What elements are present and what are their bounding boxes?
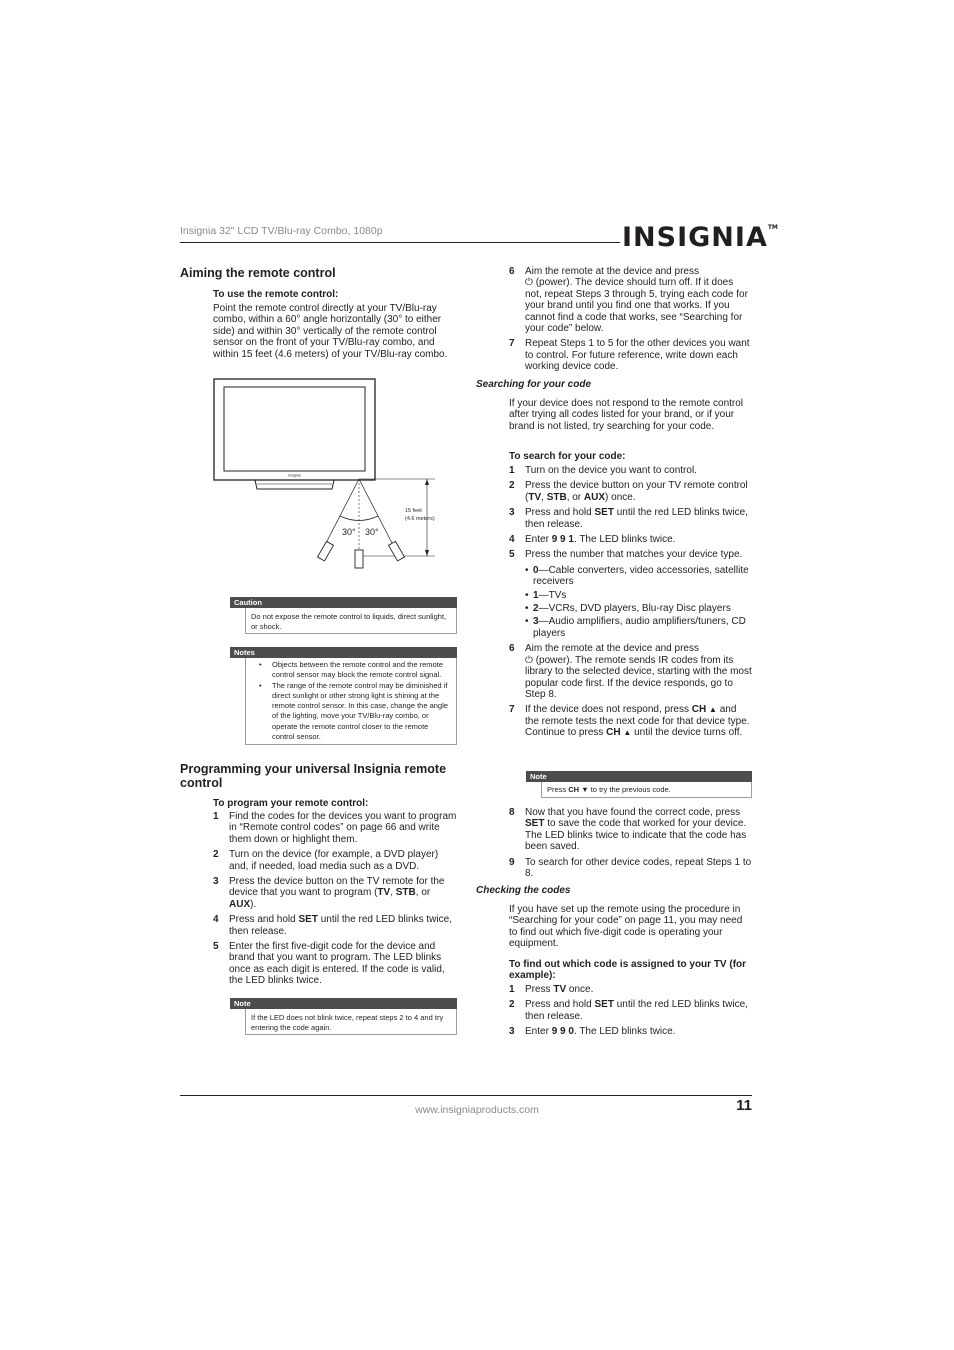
check-step-3: 3 Enter 9 9 0. The LED blinks twice. [509,1026,676,1038]
note-title: Note [230,998,457,1009]
device-type-item: • 2—VCRs, DVD players, Blu-ray Disc players [525,603,753,614]
tv-bezel [214,379,375,480]
heading-checking: Checking the codes [476,885,571,896]
program-step-5: 5 Enter the first five-digit code for the device and brand that you want to program. The LED blinks once as each digit is entered. If the code is valid, the LED blinks twice. [213,941,445,987]
aiming-paragraph: Point the remote control directly at your TV/Blu-ray combo, within a 60° angle horizontally (30° to either side) and within 30° vertically of the remote control sensor on the front of your TV/Blu-ray combo, and within 15 feet (4.6 meters) of your TV/Blu-ray combo. [213,303,448,360]
search-step-8: 8 Now that you have found the correct code, press SET to save the code that worked for your device. The LED blinks twice to indicate that the code has been saved. [509,807,747,853]
search-step-1: 1 Turn on the device you want to control. [509,465,697,476]
header-rule [180,242,620,243]
note-text: Press CH ▼ to try the previous code. [541,782,752,798]
notes-box [230,647,457,745]
remote-icon-center [355,550,363,568]
device-type-item: • 1—TVs [525,590,753,601]
power-icon: ⏻ [525,654,533,666]
program-step-4: 4 Press and hold SET until the red LED blinks twice, then release. [213,914,452,937]
triangle-up-icon: ▲ [623,728,632,738]
caution-box [230,597,457,634]
heading-searching: Searching for your code [476,379,592,390]
search-steps-final [509,807,753,879]
tv-logo: insignia [288,473,301,478]
device-type-item: • 3—Audio amplifiers, audio amplifiers/tuners, CD players [525,616,753,639]
note-box-ch-down [526,771,752,798]
tv-stand [255,480,334,489]
searching-intro: If your device does not respond to the remote control after trying all codes listed for your brand, or if your brand is not listed, try searching for your code. [509,398,744,432]
power-icon: ⏻ [525,277,533,289]
note-item: • Objects between the remote control and the remote control sensor may block the remote control signal. [250,660,451,681]
search-step-4: 4 Enter 9 9 1. The LED blinks twice. [509,534,676,546]
remote-icon-left [318,541,334,561]
caution-title: Caution [230,597,457,608]
program-steps-continued [509,266,751,373]
check-step-1: 1 Press TV once. [509,984,594,995]
subheading-find-code: To find out which code is assigned to your TV (for example): [509,959,747,981]
distance-label: 15 feet [405,508,422,514]
section-heading-programming: Programming your universal Insignia remote control [180,762,447,790]
check-step-2: 2 Press and hold SET until the red LED blinks twice, then release. [509,999,748,1022]
angle-left-label: 30° [342,527,356,537]
device-type-list [525,565,753,639]
page-number: 11 [736,1097,752,1114]
search-step-7: 7 If the device does not respond, press CH ▲ and the remote tests the next code for that device type. Continue to press CH ▲ until the device turns off. [509,704,750,739]
caution-text: Do not expose the remote control to liquids, direct sunlight, or shock. [245,608,457,634]
checking-steps [509,984,753,1038]
triangle-up-icon: ▲ [709,705,717,715]
program-step-1: 1 Find the codes for the devices you want to program in “Remote control codes” on page 66 and write them down or highlight them. [213,811,457,845]
search-step-3: 3 Press and hold SET until the red LED blinks twice, then release. [509,507,748,530]
search-step-2: 2 Press the device button on your TV remote control (TV, STB, or AUX) once. [509,480,748,503]
footer-url: www.insigniaproducts.com [415,1104,539,1116]
subheading-program-remote: To program your remote control: [213,798,369,809]
device-type-item: • 0—Cable converters, video accessories, satellite receivers [525,565,753,588]
remote-icon-right [389,541,405,561]
notes-body [245,658,457,745]
triangle-down-icon: ▼ [581,785,589,794]
remote-range-diagram [205,375,445,575]
note-item: • The range of the remote control may be diminished if direct sunlight or other strong light is shining at the remote control sensor. In this case, change the angle of the lighting, move your TV/Blu-ray combo, or operate the remote control closer to the remote control sensor. [250,681,451,743]
distance-metric-label: (4.6 meters) [405,516,435,522]
note-box-led [230,998,457,1035]
search-steps [509,465,753,739]
section-heading-aiming: Aiming the remote control [180,266,336,280]
subheading-search-code: To search for your code: [509,451,626,462]
insignia-logo: INSIGNIA™ [622,222,778,253]
tv-screen [224,387,365,471]
note-text: If the LED does not blink twice, repeat steps 2 to 4 and try entering the code again. [245,1009,457,1035]
subheading-use-remote: To use the remote control: [213,289,339,300]
running-header: Insignia 32" LCD TV/Blu-ray Combo, 1080p [180,225,383,237]
angle-right-label: 30° [365,527,379,537]
note-title: Note [526,771,752,782]
footer-rule [180,1095,752,1096]
program-step-3: 3 Press the device button on the TV remote for the device that you want to program (TV, STB, or AUX). [213,876,445,910]
program-step-7: 7 Repeat Steps 1 to 5 for the other devices you want to control. For future reference, write down each working device code. [509,338,750,373]
search-step-6: 6 Aim the remote at the device and press ⏻ (power). The remote sends IR codes from its library to the selected device, starting with the most popular code first. If the device responds, go to Step 8. [509,643,752,700]
search-step-9: 9 To search for other device codes, repeat Steps 1 to 8. [509,856,752,880]
program-step-2: 2 Turn on the device (for example, a DVD player) and, if needed, load media such as a DVD. [213,849,439,872]
notes-title: Notes [230,647,457,658]
search-step-5: 5 Press the number that matches your device type. • 0—Cable converters, video accessories, satellite receivers • 1—TVs • 2—VCRs, DVD players, Blu-ray Disc players • 3—Audio amplifiers, audio amplifiers/tuners, CD players [509,549,753,639]
program-step-6: 6 Aim the remote at the device and press ⏻ (power). The device should turn off. If it does not, repeat Steps 3 through 5, trying each code for your brand until you find one that works. If you cannot find a code that works, see “Searching for your code” below. [509,266,748,335]
program-steps [213,811,457,987]
checking-intro: If you have set up the remote using the procedure in “Searching for your code” on page 11, you may need to find out which five-digit code is operating your equipment. [509,904,743,950]
